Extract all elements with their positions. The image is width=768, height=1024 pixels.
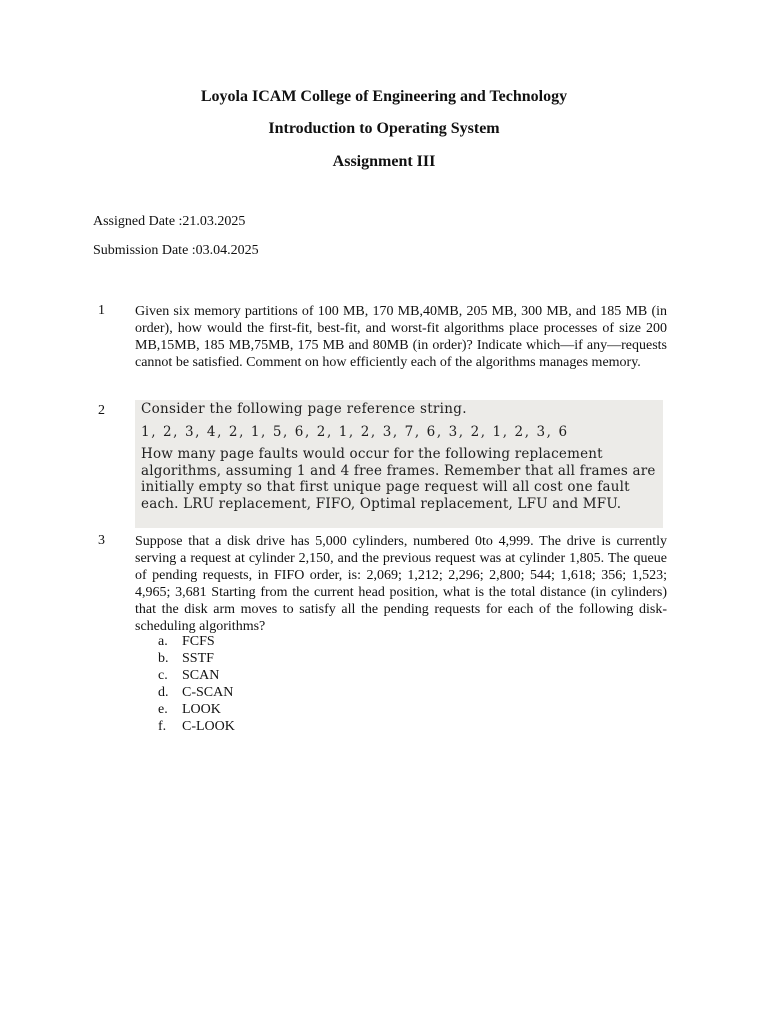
question-3-number: 3 [98,533,105,548]
option-marker: c. [158,668,168,683]
question-2-scanned-image [135,400,663,528]
assigned-date: Assigned Date :21.03.2025 [93,214,246,229]
question-1-text: Given six memory partitions of 100 MB, 170 MB,40MB, 205 MB, 300 MB, and 185 MB (in order), how would the first-fit, best-fit, and worst-fit algorithms place processes of size 200 MB,15MB, 185 MB,75MB, 175 MB and 80MB (in order)? Indicate which—if any—requests cannot be satisfied. Comment on how efficiently each of the algorithms manages memory. [135,304,667,370]
option-marker: d. [158,685,169,700]
list-item [158,650,235,667]
option-label: SCAN [182,668,220,683]
option-label: FCFS [182,634,215,649]
option-label: SSTF [182,651,214,666]
question-3-text: Suppose that a disk drive has 5,000 cylinders, numbered 0to 4,999. The drive is currently serving a request at cylinder 2,150, and the previous request was at cylinder 1,805. The queue of pending requests, in FIFO order, is: 2,069; 1,212; 2,296; 2,800; 544; 1,618; 356; 1,523; 4,965; 3,681 Starting from the current head position, what is the total distance (in cylinders) that the disk arm moves to satisfy all the pending requests for each of the following disk-scheduling algorithms? [135,534,667,634]
option-label: LOOK [182,702,221,717]
question-1-number: 1 [98,303,105,318]
question-2-number: 2 [98,403,105,418]
list-item [158,684,235,701]
question-2-intro: Consider the following page reference string. [141,401,467,417]
assignment-title: Assignment III [332,153,436,170]
option-marker: e. [158,702,168,717]
disk-scheduling-options [158,633,235,735]
list-item [158,667,235,684]
option-marker: a. [158,634,168,649]
college-title: Loyola ICAM College of Engineering and Technology [200,88,568,105]
list-item [158,633,235,650]
page-reference-string: 1, 2, 3, 4, 2, 1, 5, 6, 2, 1, 2, 3, 7, 6, 3, 2, 1, 2, 3, 6 [141,424,569,440]
course-title: Introduction to Operating System [268,120,500,137]
option-marker: b. [158,651,169,666]
option-marker: f. [158,719,167,734]
option-label: C-SCAN [182,685,234,700]
list-item [158,701,235,718]
submission-date: Submission Date :03.04.2025 [93,243,259,258]
option-label: C-LOOK [182,719,235,734]
question-2-text: How many page faults would occur for the following replacement algorithms, assuming 1 and 4 free frames. Remember that all frames are initially empty so that first unique page request will all cost one fault each. LRU replacement, FIFO, Optimal replacement, LFU and MFU. [141,446,656,512]
list-item [158,718,235,735]
